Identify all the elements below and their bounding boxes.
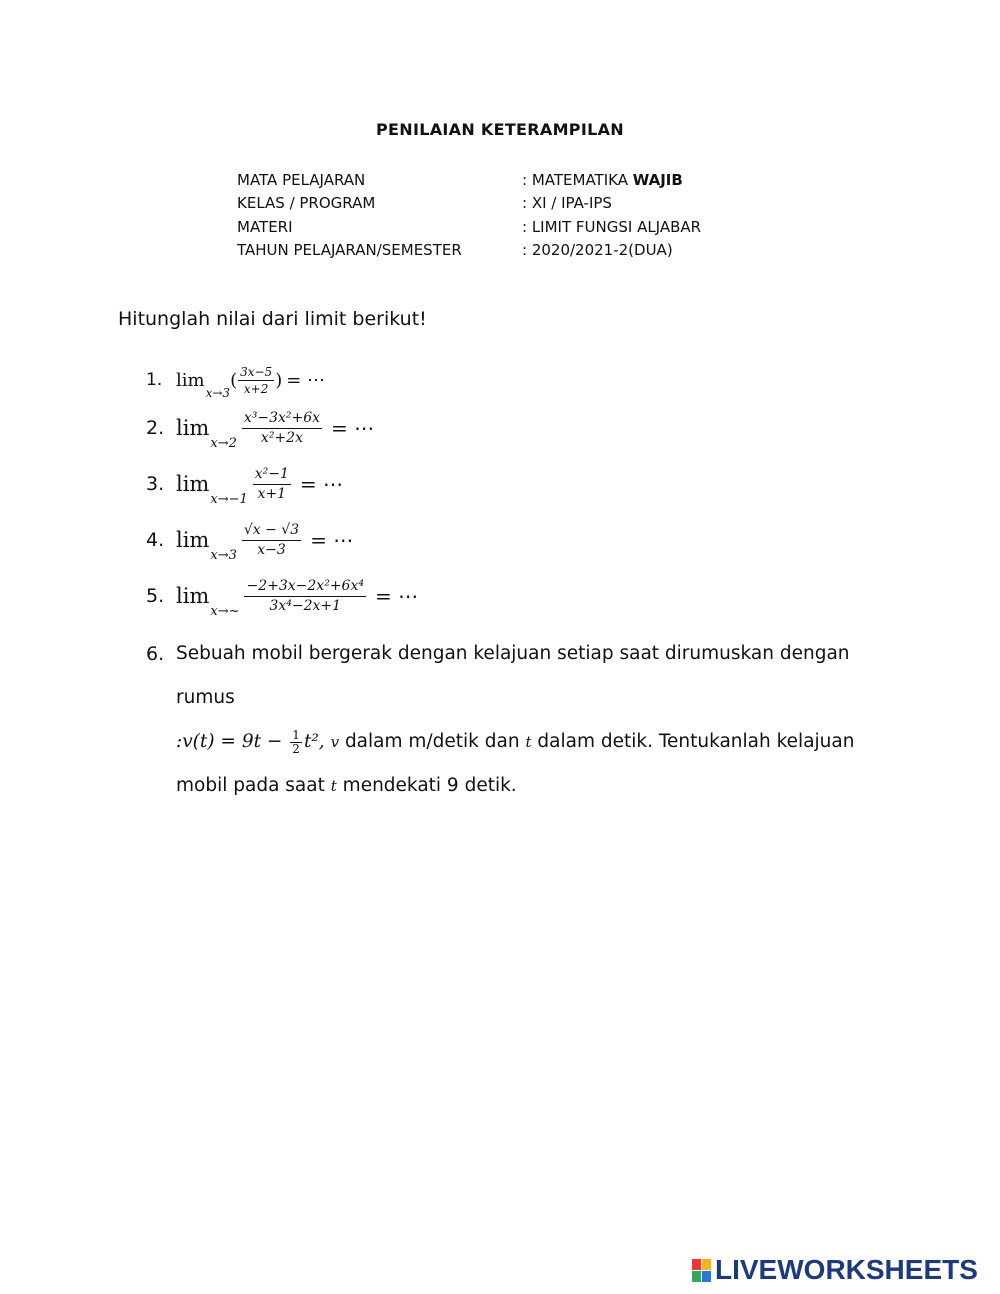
- lim-subscript: x→2: [210, 435, 237, 451]
- close-paren: ): [275, 369, 283, 391]
- problem-list: [146, 360, 906, 808]
- problem6-text-a: dalam m/detik dan: [344, 731, 520, 752]
- limit-expression: [176, 409, 375, 451]
- info-row: [237, 215, 701, 239]
- instruction-text: Hitunglah nilai dari limit berikut!: [118, 308, 427, 330]
- numerator: −2+3x−2x²+6x⁴: [244, 578, 365, 597]
- fraction: [244, 578, 365, 615]
- problem-item-word: [146, 632, 906, 808]
- problem-item: [146, 360, 906, 400]
- numerator: x²−1: [253, 466, 291, 485]
- equals-ellipsis: = ⋯: [331, 416, 375, 440]
- info-value-bold: WAJIB: [632, 170, 683, 189]
- info-table: [237, 168, 701, 262]
- lim-operator: lim: [176, 472, 210, 496]
- info-value: [522, 171, 683, 189]
- fraction-numerator: 1: [292, 727, 300, 742]
- limit-expression: [176, 577, 419, 619]
- lim-subscript: x→~: [210, 603, 240, 619]
- equals-ellipsis: = ⋯: [286, 369, 326, 391]
- problem-number: 5.: [146, 585, 165, 607]
- problem6-line1: Sebuah mobil bergerak dengan kelajuan setiap saat dirumuskan dengan rumus: [176, 643, 850, 708]
- info-key: KELAS / PROGRAM: [237, 194, 376, 213]
- info-row: [237, 239, 701, 263]
- lim-operator: lim: [176, 528, 210, 552]
- fraction: [242, 522, 301, 559]
- problem-number: 2.: [146, 417, 165, 439]
- logo-square: [692, 1259, 701, 1270]
- limit-expression: [176, 465, 344, 507]
- half-fraction: [290, 729, 302, 756]
- var-t: t: [525, 733, 532, 751]
- velocity-formula: :v(t) = 9t −: [176, 731, 283, 752]
- logo-square: [702, 1271, 711, 1282]
- problem-number: 6.: [146, 643, 165, 665]
- numerator: x³−3x²+6x: [242, 410, 322, 429]
- numerator: √x − √3: [242, 522, 301, 541]
- limit-expression: [176, 521, 354, 563]
- problem-item: [146, 400, 906, 456]
- problem-number: 4.: [146, 529, 165, 551]
- fraction: [253, 466, 291, 503]
- var-t: t: [330, 777, 337, 795]
- fraction: [242, 410, 322, 447]
- denominator: 3x⁴−2x+1: [269, 597, 342, 614]
- fraction-denominator: 2: [292, 741, 300, 756]
- logo-icon: [692, 1259, 711, 1282]
- logo-square: [702, 1259, 711, 1270]
- var-v: v: [330, 733, 340, 751]
- equals-ellipsis: = ⋯: [374, 584, 419, 608]
- problem6-text-d: mendekati 9 detik.: [342, 775, 517, 796]
- lim-operator: lim: [176, 584, 210, 608]
- lim-subscript: x→3: [205, 385, 231, 400]
- info-value: : XI / IPA-IPS: [522, 194, 612, 213]
- liveworksheets-logo: [692, 1254, 978, 1286]
- problem6-text-b: dalam detik. Tentukanlah kelajuan: [537, 731, 855, 752]
- limit-expression: [176, 364, 326, 400]
- logo-text: LIVEWORKSHEETS: [715, 1254, 978, 1285]
- equals-ellipsis: = ⋯: [299, 472, 344, 496]
- lim-operator: lim: [176, 369, 205, 391]
- problem6-text-c: mobil pada saat: [176, 775, 325, 796]
- info-row: [237, 168, 701, 192]
- fraction: [238, 365, 274, 396]
- info-value: : 2020/2021-2(DUA): [522, 241, 673, 260]
- problem-item: [146, 568, 906, 624]
- page-title: PENILAIAN KETERAMPILAN: [376, 120, 624, 139]
- equals-ellipsis: = ⋯: [310, 528, 354, 552]
- logo-square: [692, 1271, 701, 1282]
- info-row: [237, 192, 701, 216]
- denominator: x+2: [243, 381, 269, 396]
- info-key: TAHUN PELAJARAN/SEMESTER: [237, 241, 462, 260]
- problem-number: 1.: [146, 370, 163, 390]
- denominator: x−3: [257, 541, 286, 558]
- open-paren: (: [230, 369, 238, 391]
- word-problem-text: [176, 632, 896, 808]
- info-value: : LIMIT FUNGSI ALJABAR: [522, 217, 702, 236]
- info-key: MATA PELAJARAN: [237, 170, 366, 189]
- info-value-text: : MATEMATIKA: [522, 170, 633, 189]
- lim-operator: lim: [176, 416, 210, 440]
- velocity-formula-tail: t²,: [303, 731, 325, 752]
- info-key: MATERI: [237, 217, 293, 236]
- lim-subscript: x→−1: [210, 491, 248, 507]
- lim-subscript: x→3: [210, 547, 237, 563]
- problem-number: 3.: [146, 473, 165, 495]
- denominator: x+1: [257, 485, 287, 502]
- numerator: 3x−5: [240, 364, 273, 379]
- problem-item: [146, 456, 906, 512]
- problem-item: [146, 512, 906, 568]
- denominator: x²+2x: [260, 429, 303, 446]
